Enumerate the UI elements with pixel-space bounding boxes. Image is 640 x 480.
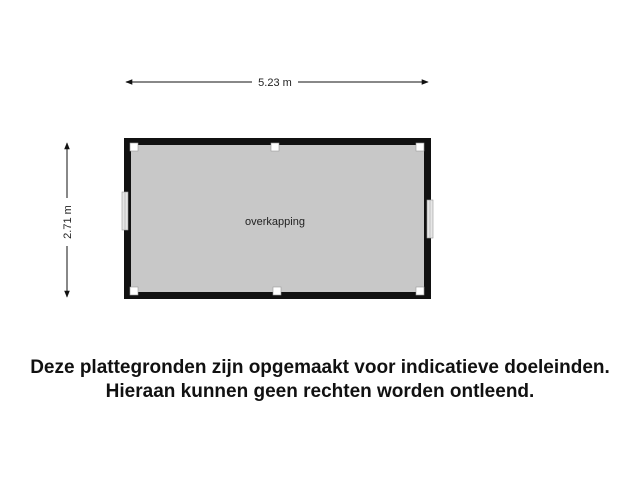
- post-top-left: [130, 143, 138, 151]
- disclaimer-line-1: Deze plattegronden zijn opgemaakt voor indicatieve doeleinden.: [30, 357, 610, 378]
- post-bottom-left: [130, 287, 138, 295]
- width-dimension: [126, 77, 428, 89]
- post-bottom-right: [416, 287, 424, 295]
- disclaimer-line-2: Hieraan kunnen geen rechten worden ontleend.: [105, 381, 535, 402]
- height-dimension: [62, 143, 74, 297]
- width-dimension-label: 5.23 m: [258, 77, 292, 89]
- disclaimer: [0, 356, 640, 404]
- post-top-right: [416, 143, 424, 151]
- room-label: overkapping: [245, 216, 305, 228]
- height-dimension-label: 2.71 m: [62, 205, 74, 239]
- post-bottom-middle: [273, 287, 281, 295]
- post-top-middle: [271, 143, 279, 151]
